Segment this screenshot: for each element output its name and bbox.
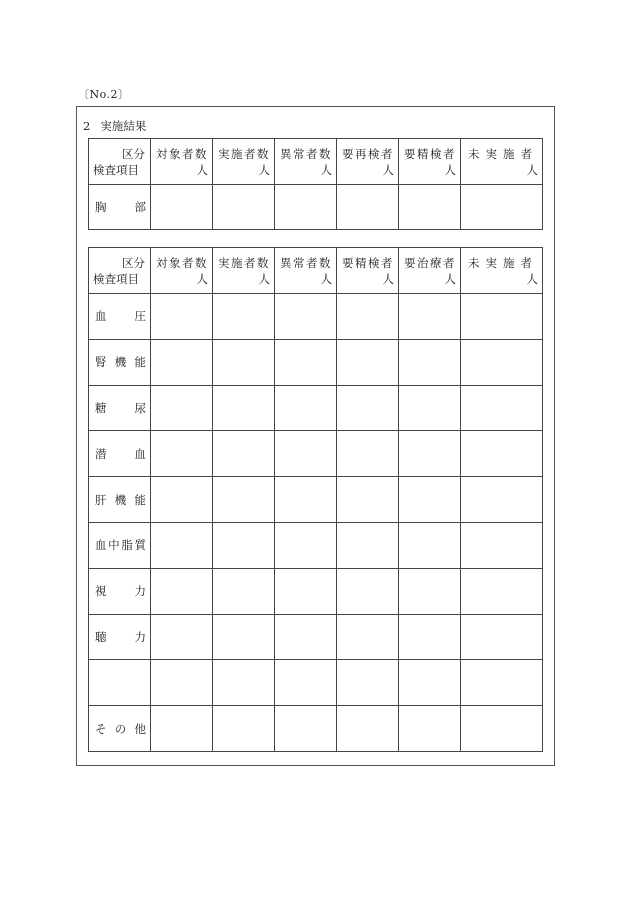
column-unit: 人 [320, 163, 332, 177]
data-cell[interactable] [461, 660, 543, 706]
table-row [89, 431, 543, 477]
row-label: 肝機能 [95, 492, 146, 507]
data-cell[interactable] [399, 568, 461, 614]
row-label-cell [89, 385, 151, 431]
data-cell[interactable] [461, 706, 543, 752]
data-cell[interactable] [151, 522, 213, 568]
column-unit: 人 [382, 272, 394, 286]
data-cell[interactable] [151, 294, 213, 340]
data-cell[interactable] [275, 431, 337, 477]
column-unit: 人 [444, 163, 456, 177]
column-header [399, 248, 461, 294]
data-cell[interactable] [275, 185, 337, 230]
row-label-cell [89, 614, 151, 660]
data-cell[interactable] [213, 614, 275, 660]
column-header [461, 139, 543, 185]
results-frame [76, 106, 555, 766]
row-label-cell [89, 294, 151, 340]
chest-exam-table [88, 138, 543, 230]
data-cell[interactable] [461, 294, 543, 340]
health-exam-rows [89, 294, 543, 752]
data-cell[interactable] [213, 294, 275, 340]
data-cell[interactable] [399, 477, 461, 523]
section-title-text: 実施結果 [100, 119, 147, 133]
data-cell[interactable] [461, 568, 543, 614]
data-cell[interactable] [337, 522, 399, 568]
column-header [275, 139, 337, 185]
column-title: 実施者数 [218, 147, 270, 161]
data-cell[interactable] [275, 339, 337, 385]
column-title: 対象者数 [156, 256, 208, 270]
table-row [89, 614, 543, 660]
row-label: 糖尿 [95, 400, 146, 415]
data-cell[interactable] [399, 339, 461, 385]
table-row [89, 522, 543, 568]
corner-top-label: 区分 [122, 256, 145, 270]
data-cell[interactable] [399, 185, 461, 230]
column-title: 異常者数 [280, 147, 332, 161]
table-row [89, 294, 543, 340]
data-cell[interactable] [337, 294, 399, 340]
page-number: 〔No.2〕 [78, 88, 130, 101]
data-cell[interactable] [337, 339, 399, 385]
row-label-cell [89, 185, 151, 230]
row-label: 腎機能 [95, 355, 146, 370]
data-cell[interactable] [337, 568, 399, 614]
column-unit: 人 [258, 163, 270, 177]
data-cell[interactable] [399, 522, 461, 568]
column-title: 実施者数 [218, 256, 270, 270]
column-header [337, 139, 399, 185]
data-cell[interactable] [151, 339, 213, 385]
column-unit: 人 [258, 272, 270, 286]
row-label-cell [89, 660, 151, 706]
column-unit: 人 [196, 272, 208, 286]
data-cell[interactable] [461, 385, 543, 431]
data-cell[interactable] [151, 614, 213, 660]
data-cell[interactable] [275, 294, 337, 340]
data-cell[interactable] [461, 522, 543, 568]
column-title: 要精検者 [342, 256, 394, 270]
row-label: 血中脂質 [95, 538, 146, 553]
data-cell[interactable] [213, 477, 275, 523]
data-cell[interactable] [275, 522, 337, 568]
data-cell[interactable] [275, 477, 337, 523]
data-cell[interactable] [461, 431, 543, 477]
column-unit: 人 [444, 272, 456, 286]
column-unit: 人 [526, 163, 538, 177]
column-unit: 人 [320, 272, 332, 286]
data-cell[interactable] [275, 660, 337, 706]
section-title [83, 118, 146, 134]
data-cell[interactable] [399, 385, 461, 431]
row-label-cell [89, 431, 151, 477]
column-header [213, 248, 275, 294]
table-row [89, 660, 543, 706]
table-row [89, 568, 543, 614]
column-header [337, 248, 399, 294]
data-cell[interactable] [399, 660, 461, 706]
data-cell[interactable] [461, 614, 543, 660]
data-cell[interactable] [151, 568, 213, 614]
corner-bottom-label: 検査項目 [93, 272, 139, 286]
data-cell[interactable] [337, 185, 399, 230]
row-label-cell [89, 477, 151, 523]
data-cell[interactable] [213, 431, 275, 477]
corner-top-label: 区分 [122, 147, 145, 161]
column-title: 未実施者 [468, 256, 538, 270]
data-cell[interactable] [337, 614, 399, 660]
data-cell[interactable] [151, 431, 213, 477]
row-label: 胸部 [95, 200, 146, 214]
row-label: 血圧 [95, 309, 146, 324]
data-cell[interactable] [151, 660, 213, 706]
data-cell[interactable] [151, 706, 213, 752]
data-cell[interactable] [461, 477, 543, 523]
data-cell[interactable] [399, 294, 461, 340]
data-cell[interactable] [213, 522, 275, 568]
column-header [213, 139, 275, 185]
data-cell[interactable] [151, 385, 213, 431]
row-label-cell [89, 339, 151, 385]
column-header [461, 248, 543, 294]
column-header [151, 139, 213, 185]
row-label: 視力 [95, 584, 146, 599]
data-cell[interactable] [213, 660, 275, 706]
row-label-cell [89, 568, 151, 614]
corner-cell [89, 248, 151, 294]
data-cell[interactable] [213, 568, 275, 614]
table-row [89, 339, 543, 385]
data-cell[interactable] [213, 385, 275, 431]
corner-cell [89, 139, 151, 185]
column-title: 要再検者 [342, 147, 394, 161]
row-label-cell [89, 706, 151, 752]
data-cell[interactable] [337, 431, 399, 477]
data-cell[interactable] [275, 568, 337, 614]
column-header [275, 248, 337, 294]
data-cell[interactable] [213, 339, 275, 385]
health-exam-table [88, 247, 543, 752]
row-label: 潜血 [95, 446, 146, 461]
data-cell[interactable] [213, 706, 275, 752]
row-label: その他 [95, 721, 146, 736]
data-cell[interactable] [275, 614, 337, 660]
table-row [89, 185, 543, 230]
data-cell[interactable] [275, 706, 337, 752]
column-title: 異常者数 [280, 256, 332, 270]
data-cell[interactable] [399, 614, 461, 660]
data-cell[interactable] [461, 185, 543, 230]
data-cell[interactable] [151, 185, 213, 230]
data-cell[interactable] [151, 477, 213, 523]
column-title: 要精検者 [404, 147, 456, 161]
column-header [399, 139, 461, 185]
table-header-row [89, 139, 543, 185]
data-cell[interactable] [337, 385, 399, 431]
table-row [89, 706, 543, 752]
table-row [89, 385, 543, 431]
table-row [89, 477, 543, 523]
data-cell[interactable] [337, 706, 399, 752]
column-header [151, 248, 213, 294]
column-title: 要治療者 [404, 256, 456, 270]
data-cell[interactable] [337, 477, 399, 523]
table-header-row [89, 248, 543, 294]
section-number: 2 [83, 119, 91, 133]
data-cell[interactable] [337, 660, 399, 706]
corner-bottom-label: 検査項目 [93, 163, 139, 177]
column-unit: 人 [382, 163, 394, 177]
column-unit: 人 [526, 272, 538, 286]
row-label: 聴力 [95, 629, 146, 644]
data-cell[interactable] [399, 706, 461, 752]
column-title: 対象者数 [156, 147, 208, 161]
data-cell[interactable] [275, 385, 337, 431]
data-cell[interactable] [461, 339, 543, 385]
data-cell[interactable] [213, 185, 275, 230]
column-title: 未実施者 [468, 147, 538, 161]
row-label-cell [89, 522, 151, 568]
data-cell[interactable] [399, 431, 461, 477]
column-unit: 人 [196, 163, 208, 177]
